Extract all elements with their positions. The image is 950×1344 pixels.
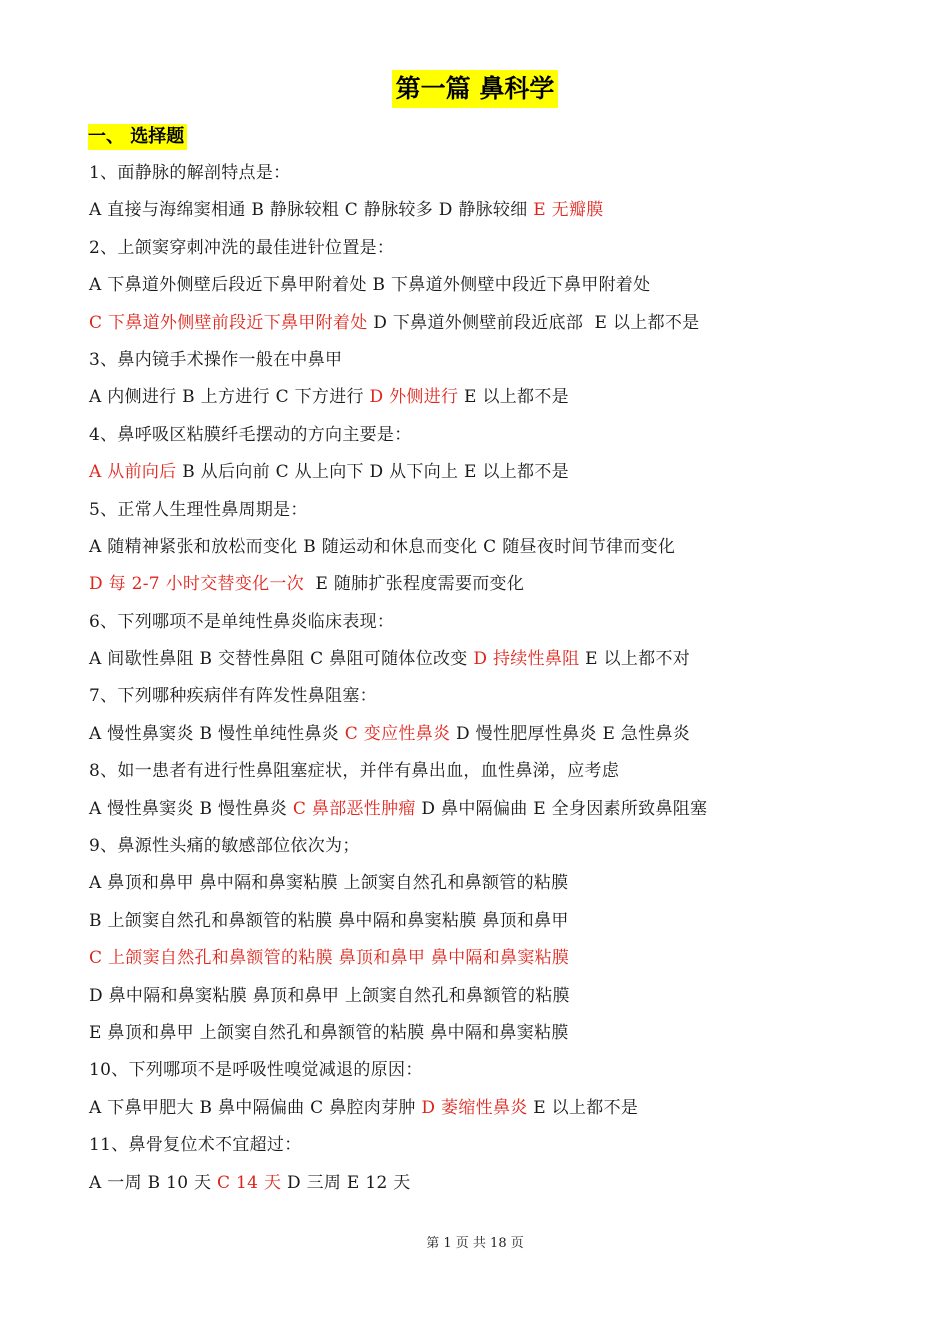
text-line <box>89 791 909 828</box>
text-line <box>89 678 909 715</box>
line-text: D 鼻中隔偏曲 E 全身因素所致鼻阻塞 <box>415 798 708 819</box>
line-text: A 随精神紧张和放松而变化 B 随运动和休息而变化 C 随昼夜时间节律而变化 <box>89 536 676 557</box>
line-text: D 下鼻道外侧壁前段近底部 E 以上都不是 <box>367 312 700 333</box>
text-line <box>89 1165 909 1202</box>
answer-text: E 无瓣膜 <box>533 200 604 221</box>
text-line <box>89 1015 909 1052</box>
line-text: A 一周 B 10 天 <box>89 1172 218 1193</box>
line-text: E 以上都不是 <box>527 1097 639 1118</box>
line-text: 8、如一患者有进行性鼻阻塞症状，并伴有鼻出血，血性鼻涕，应考虑 <box>89 761 620 782</box>
text-line <box>89 753 909 790</box>
line-text: A 下鼻道外侧壁后段近下鼻甲附着处 B 下鼻道外侧壁中段近下鼻甲附着处 <box>89 275 651 296</box>
line-text: A 慢性鼻窦炎 B 慢性鼻炎 <box>89 798 293 819</box>
line-text: A 鼻顶和鼻甲 鼻中隔和鼻窦粘膜 上颌窦自然孔和鼻额管的粘膜 <box>89 873 569 894</box>
question-list <box>89 155 909 1202</box>
answer-text: D 每 2-7 小时交替变化一次 <box>89 574 305 595</box>
line-text: 5、正常人生理性鼻周期是： <box>89 499 308 520</box>
line-text: 7、下列哪种疾病伴有阵发性鼻阻塞： <box>89 686 377 707</box>
line-text: E 鼻顶和鼻甲 上颌窦自然孔和鼻额管的粘膜 鼻中隔和鼻窦粘膜 <box>89 1022 569 1043</box>
text-line <box>89 940 909 977</box>
text-line <box>89 492 909 529</box>
text-line <box>89 1052 909 1089</box>
line-text: 6、下列哪项不是单纯性鼻炎临床表现： <box>89 611 395 632</box>
line-text: 4、鼻呼吸区粘膜纤毛摆动的方向主要是： <box>89 424 412 445</box>
text-line <box>89 641 909 678</box>
text-line <box>89 529 909 566</box>
line-text: 2、上颌窦穿刺冲洗的最佳进针位置是： <box>89 237 395 258</box>
text-line <box>89 417 909 454</box>
answer-text: C 14 天 <box>217 1172 282 1193</box>
text-line <box>89 865 909 902</box>
line-text: 1、面静脉的解剖特点是： <box>89 163 291 183</box>
text-line <box>89 566 909 603</box>
line-text: 3、鼻内镜手术操作一般在中鼻甲 <box>89 349 343 370</box>
answer-text: D 持续性鼻阻 <box>473 649 580 670</box>
line-text: E 以上都不对 <box>579 649 691 670</box>
text-line <box>89 454 909 491</box>
line-text: D 鼻中隔和鼻窦粘膜 鼻顶和鼻甲 上颌窦自然孔和鼻额管的粘膜 <box>89 985 570 1006</box>
answer-text: A 从前向后 <box>89 462 177 483</box>
answer-text: D 萎缩性鼻炎 <box>421 1097 528 1118</box>
line-text: A 直接与海绵窦相通 B 静脉较粗 C 静脉较多 D 静脉较细 <box>89 200 534 221</box>
text-line <box>89 978 909 1015</box>
line-text: B 上颌窦自然孔和鼻额管的粘膜 鼻中隔和鼻窦粘膜 鼻顶和鼻甲 <box>89 910 569 931</box>
line-text: 10、下列哪项不是呼吸性嗅觉减退的原因： <box>89 1060 423 1081</box>
text-line <box>89 342 909 379</box>
text-line <box>89 828 909 865</box>
text-line <box>89 1090 909 1127</box>
text-line <box>89 604 909 641</box>
text-line <box>89 267 909 304</box>
text-line <box>89 379 909 416</box>
line-text: A 间歇性鼻阻 B 交替性鼻阻 C 鼻阻可随体位改变 <box>89 649 474 670</box>
text-line <box>89 903 909 940</box>
text-line <box>89 716 909 753</box>
section-heading: 一、 选择题 <box>88 124 187 150</box>
line-text: E 随肺扩张程度需要而变化 <box>304 574 525 595</box>
text-line <box>89 1127 909 1164</box>
line-text: A 下鼻甲肥大 B 鼻中隔偏曲 C 鼻腔肉芽肿 <box>89 1097 422 1118</box>
answer-text: C 下鼻道外侧壁前段近下鼻甲附着处 <box>89 312 368 333</box>
text-line <box>89 155 909 192</box>
line-text: 11、鼻骨复位术不宜超过： <box>89 1135 302 1156</box>
line-text: D 慢性肥厚性鼻炎 E 急性鼻炎 <box>450 723 691 744</box>
answer-text: C 变应性鼻炎 <box>344 723 451 744</box>
text-line <box>89 305 909 342</box>
line-text: A 内侧进行 B 上方进行 C 下方进行 <box>89 387 370 408</box>
page-footer: 第 1 页 共 18 页 <box>426 1236 524 1251</box>
line-text: 9、鼻源性头痛的敏感部位依次为； <box>89 836 360 857</box>
line-text: A 慢性鼻窦炎 B 慢性单纯性鼻炎 <box>89 723 345 744</box>
text-line <box>89 192 909 229</box>
text-line <box>89 230 909 267</box>
answer-text: C 上颌窦自然孔和鼻额管的粘膜 鼻顶和鼻甲 鼻中隔和鼻窦粘膜 <box>89 948 570 969</box>
line-text: B 从后向前 C 从上向下 D 从下向上 E 以上都不是 <box>176 462 569 483</box>
answer-text: D 外侧进行 <box>369 387 459 408</box>
page-title: 第一篇 鼻科学 <box>392 70 559 108</box>
line-text: E 以上都不是 <box>458 387 569 408</box>
title-wrap <box>0 70 950 108</box>
answer-text: C 鼻部恶性肿瘤 <box>292 798 416 819</box>
line-text: D 三周 E 12 天 <box>281 1172 411 1193</box>
